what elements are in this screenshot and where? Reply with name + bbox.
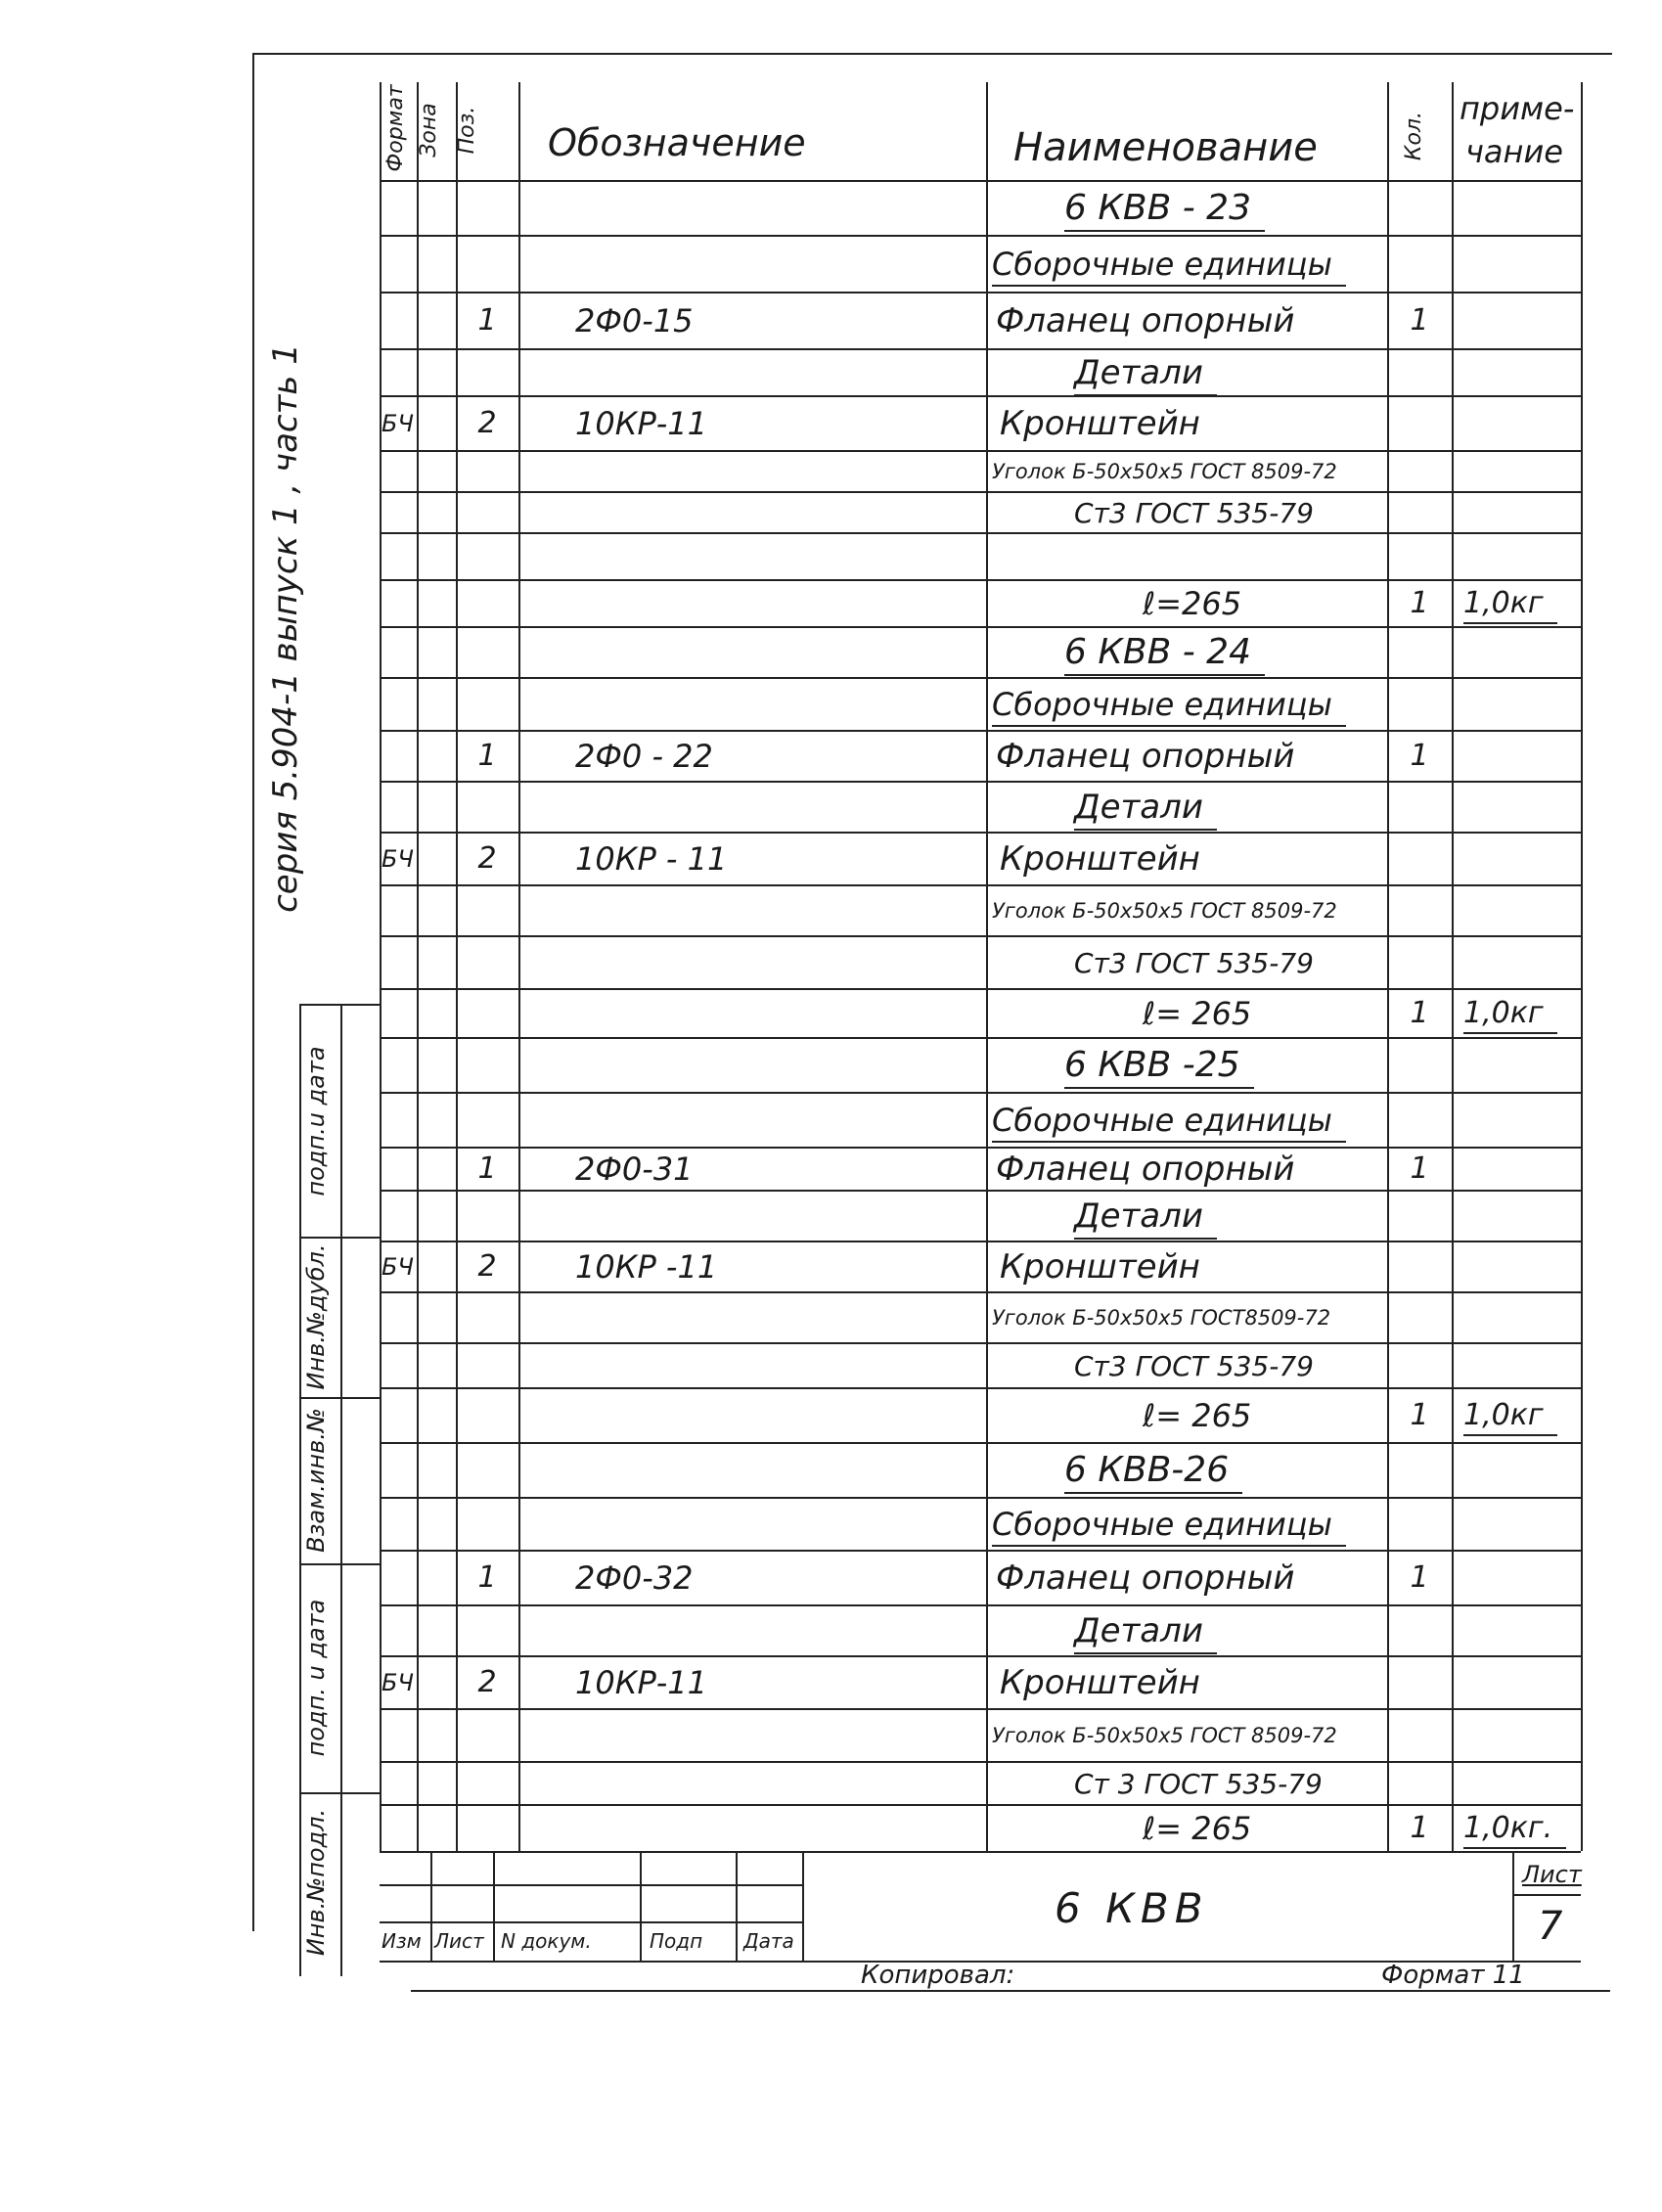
title-block bbox=[380, 1851, 1581, 1961]
cell-primechanie: 1,0кг bbox=[1463, 996, 1557, 1034]
table-row bbox=[380, 1655, 1581, 1708]
table-row bbox=[380, 1387, 1581, 1442]
stamp-podp-data-bottom: подп. u дата bbox=[302, 1599, 330, 1757]
cell-poz: 2 bbox=[477, 841, 497, 877]
cell-poz: 2 bbox=[477, 406, 497, 441]
footer-format: Формат 11 bbox=[1381, 1961, 1525, 1990]
header-primechanie-2: чание bbox=[1465, 133, 1563, 170]
header-naimenovanie: Наименование bbox=[1013, 125, 1318, 170]
table-header bbox=[380, 82, 1581, 180]
table-row bbox=[380, 781, 1581, 832]
table-row bbox=[380, 235, 1581, 292]
cell-oboznachenie: 10КР-11 bbox=[575, 1664, 707, 1701]
cell-naimenovanie: Детали bbox=[1074, 1611, 1217, 1654]
table-row bbox=[380, 677, 1581, 730]
tb-col-6 bbox=[1512, 1851, 1514, 1961]
header-primechanie-1: приме- bbox=[1460, 90, 1575, 127]
cell-naimenovanie: Фланец опорный bbox=[996, 1149, 1295, 1189]
cell-poz: 1 bbox=[477, 303, 497, 339]
cell-oboznachenie: 10КР-11 bbox=[575, 405, 707, 442]
cell-naimenovanie: 6 КВВ -25 bbox=[1064, 1045, 1254, 1089]
table-row bbox=[380, 730, 1581, 781]
tb-ndokum-label: N докум. bbox=[501, 1929, 592, 1953]
stamp-div-4 bbox=[299, 1792, 382, 1794]
tb-row-line-1 bbox=[380, 1884, 802, 1886]
cell-naimenovanie: Сборочные единицы bbox=[992, 686, 1346, 727]
spec-table bbox=[380, 82, 1581, 1851]
table-row bbox=[380, 1147, 1581, 1190]
cell-naimenovanie: Ст3 ГОСТ 535-79 bbox=[1074, 1349, 1314, 1382]
cell-format: БЧ bbox=[382, 845, 414, 873]
tb-podp-label: Подп bbox=[650, 1929, 703, 1953]
stamp-inv-dubl: Инв.№дубл. bbox=[302, 1243, 330, 1390]
cell-oboznachenie: 10КР -11 bbox=[575, 1248, 718, 1286]
cell-naimenovanie: Сборочные единицы bbox=[992, 246, 1346, 287]
cell-naimenovanie: 6 КВВ - 23 bbox=[1064, 188, 1265, 232]
cell-naimenovanie: Кронштейн bbox=[1000, 1662, 1200, 1702]
cell-naimenovanie: Ст3 ГОСТ 535-79 bbox=[1074, 946, 1314, 979]
cell-kol: 1 bbox=[1410, 996, 1429, 1031]
stamp-vzam-inv: Взам.инв.№ bbox=[302, 1408, 330, 1553]
table-row bbox=[380, 1550, 1581, 1604]
cell-naimenovanie: Фланец опорный bbox=[996, 736, 1295, 776]
cell-naimenovanie: Сборочные единицы bbox=[992, 1102, 1346, 1143]
cell-naimenovanie: Фланец опорный bbox=[996, 300, 1295, 340]
cell-naimenovanie: 6 КВВ - 24 bbox=[1064, 632, 1265, 676]
tb-list-number: 7 bbox=[1538, 1904, 1563, 1949]
cell-kol: 1 bbox=[1410, 1398, 1429, 1433]
cell-format: БЧ bbox=[382, 410, 414, 437]
table-row bbox=[380, 532, 1581, 579]
tb-designation: 6 КВВ bbox=[1055, 1884, 1209, 1932]
table-row bbox=[380, 348, 1581, 395]
tb-top-line bbox=[380, 1851, 1581, 1853]
table-row bbox=[380, 1092, 1581, 1147]
cell-naimenovanie: ℓ=265 bbox=[1143, 585, 1242, 622]
tb-list-label: Лист bbox=[434, 1929, 484, 1953]
cell-oboznachenie: 2Ф0-15 bbox=[575, 302, 694, 339]
table-row bbox=[380, 1761, 1581, 1804]
tb-col-3 bbox=[640, 1851, 642, 1961]
frame-left-line bbox=[252, 53, 254, 1931]
cell-naimenovanie: 6 КВВ-26 bbox=[1064, 1450, 1242, 1494]
frame-top-line bbox=[252, 53, 1612, 55]
cell-naimenovanie: Кронштейн bbox=[1000, 403, 1200, 443]
cell-kol: 1 bbox=[1410, 739, 1429, 774]
cell-oboznachenie: 2Ф0 - 22 bbox=[575, 738, 713, 775]
tb-list-caption: Лист bbox=[1522, 1861, 1582, 1888]
cell-poz: 1 bbox=[477, 1560, 497, 1596]
header-kol: Кол. bbox=[1402, 111, 1426, 161]
cell-kol: 1 bbox=[1410, 303, 1429, 339]
stamp-podp-data-top: подп.u дата bbox=[302, 1046, 330, 1196]
table-row bbox=[380, 626, 1581, 677]
cell-oboznachenie: 2Ф0-32 bbox=[575, 1559, 694, 1597]
cell-naimenovanie: ℓ= 265 bbox=[1143, 1810, 1252, 1847]
cell-naimenovanie: ℓ= 265 bbox=[1143, 1397, 1252, 1434]
table-row bbox=[380, 832, 1581, 884]
cell-poz: 1 bbox=[477, 739, 497, 774]
cell-naimenovanie: Кронштейн bbox=[1000, 1246, 1200, 1287]
cell-naimenovanie: Кронштейн bbox=[1000, 838, 1200, 879]
stamp-top-line bbox=[299, 1004, 382, 1006]
stamp-col-line-1 bbox=[299, 1004, 301, 1976]
tb-col-5 bbox=[802, 1851, 804, 1961]
cell-oboznachenie: 2Ф0-31 bbox=[575, 1151, 694, 1188]
side-series-label: серия 5.904-1 выпуск 1 , часть 1 bbox=[266, 343, 305, 913]
table-row bbox=[380, 395, 1581, 450]
cell-naimenovanie: Фланец опорный bbox=[996, 1557, 1295, 1598]
tb-row-line-2 bbox=[380, 1921, 802, 1923]
cell-poz: 2 bbox=[477, 1249, 497, 1285]
table-row bbox=[380, 1442, 1581, 1497]
cell-format: БЧ bbox=[382, 1669, 414, 1696]
table-row bbox=[380, 988, 1581, 1037]
footer-kopiroval: Копировал: bbox=[861, 1961, 1015, 1990]
cell-naimenovanie: ℓ= 265 bbox=[1143, 995, 1252, 1032]
table-row bbox=[380, 1190, 1581, 1241]
stamp-inv-podl: Инв.№подл. bbox=[302, 1808, 330, 1957]
cell-primechanie: 1,0кг bbox=[1463, 586, 1557, 624]
table-row bbox=[380, 1291, 1581, 1342]
cell-naimenovanie: Детали bbox=[1074, 1196, 1217, 1240]
cell-naimenovanie: Сборочные единицы bbox=[992, 1506, 1346, 1547]
cell-oboznachenie: 10КР - 11 bbox=[575, 840, 728, 878]
cell-naimenovanie: Детали bbox=[1074, 353, 1217, 396]
header-format: Формат bbox=[383, 84, 408, 172]
cell-naimenovanie: Уголок Б-50x50x5 ГОСТ8509-72 bbox=[992, 1305, 1331, 1330]
cell-naimenovanie: Уголок Б-50x50x5 ГОСТ 8509-72 bbox=[992, 459, 1337, 483]
tb-col-1 bbox=[430, 1851, 432, 1961]
table-row bbox=[380, 1342, 1581, 1387]
tb-col-2 bbox=[493, 1851, 495, 1961]
stamp-col-line-2 bbox=[340, 1004, 342, 1976]
table-row bbox=[380, 1037, 1581, 1092]
footer-line bbox=[411, 1990, 1610, 1992]
header-poz: Поз. bbox=[455, 106, 479, 155]
cell-kol: 1 bbox=[1410, 1560, 1429, 1596]
tb-col-4 bbox=[736, 1851, 738, 1961]
cell-primechanie: 1,0кг. bbox=[1463, 1811, 1566, 1849]
table-row bbox=[380, 1497, 1581, 1550]
cell-kol: 1 bbox=[1410, 1151, 1429, 1187]
cell-naimenovanie: Ст 3 ГОСТ 535-79 bbox=[1074, 1767, 1323, 1800]
cell-format: БЧ bbox=[382, 1253, 414, 1281]
table-row bbox=[380, 1708, 1581, 1761]
table-row bbox=[380, 1241, 1581, 1291]
table-row bbox=[380, 292, 1581, 348]
table-row bbox=[380, 935, 1581, 988]
cell-naimenovanie: Уголок Б-50x50x5 ГОСТ 8509-72 bbox=[992, 1723, 1337, 1747]
cell-kol: 1 bbox=[1410, 586, 1429, 621]
cell-poz: 1 bbox=[477, 1151, 497, 1187]
cell-poz: 2 bbox=[477, 1665, 497, 1700]
cell-primechanie: 1,0кг bbox=[1463, 1398, 1557, 1436]
cell-kol: 1 bbox=[1410, 1811, 1429, 1846]
tb-list-divider bbox=[1512, 1894, 1581, 1896]
header-oboznachenie: Обозначение bbox=[548, 121, 806, 164]
table-row bbox=[380, 450, 1581, 491]
table-row bbox=[380, 884, 1581, 935]
table-row bbox=[380, 491, 1581, 532]
table-row bbox=[380, 579, 1581, 626]
header-zona: Зона bbox=[417, 103, 441, 158]
cell-naimenovanie: Уголок Б-50x50x5 ГОСТ 8509-72 bbox=[992, 898, 1337, 923]
table-row bbox=[380, 180, 1581, 235]
column-line bbox=[1581, 82, 1583, 1851]
cell-naimenovanie: Детали bbox=[1074, 788, 1217, 831]
cell-naimenovanie: Ст3 ГОСТ 535-79 bbox=[1074, 496, 1314, 529]
tb-data-label: Дата bbox=[743, 1929, 794, 1953]
tb-izm-label: Изм bbox=[382, 1929, 422, 1953]
table-row bbox=[380, 1804, 1581, 1851]
table-row bbox=[380, 1604, 1581, 1655]
